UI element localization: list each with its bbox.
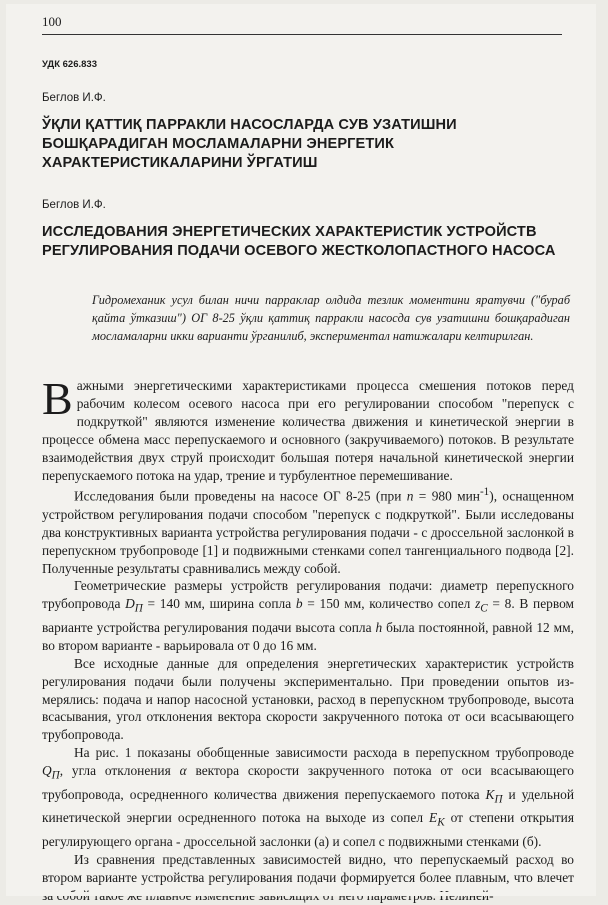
udk-code: УДК 626.833 xyxy=(42,59,97,70)
paragraph-3: Геометрические размеры устройств регулирования подачи: диаметр перепускного трубопровода $D_П = 140$ мм, ширина сопла b = 150 мм, количество сопел $z_C = 8$. В первом варианте устройства регулирования подачи высота сопла h была постоянной, равной 12 мм, во втором варианте - варьировала от 0 до 16 мм. xyxy=(42,578,575,653)
journal-page xyxy=(6,4,596,896)
page-bottom-edge xyxy=(6,892,596,896)
title-uz: ЎҚЛИ ҚАТТИҚ ПАРРАКЛИ НАСОСЛАРДА СУВ УЗАТИШНИ БОШҚАРАДИГАН МОСЛАМАЛАРНИ ЭНЕРГЕТИК ХАРАКТЕРИСТИКАЛАРИНИ ЎРГАТИШ xyxy=(42,117,457,171)
paragraph-1: Важными энергетическими характеристиками процесса смешения потоков перед рабочим колесом осевого насоса при его регулировании способом "перепуск с подкруткой" являются изменение количества движения и кинетической энергии в процессе обмена масс перепускаемого и основного (закручиваемого) потоков. В результате взаимодействия двух струй происходит большая потеря начальной кинетической энергии перепускаемого потока на удар, трение и турбулентное перемешивание. xyxy=(42,373,574,483)
paragraph-4: Все исходные данные для определения энергетических характеристик устройств регулирования подачи были получены экспериментально. При проведении опытов измерялись: подача и напор насосной установки, расход в перепускном трубопроводе, высота всасывания, угол отклонения вектора скорости закрученного потока от оси всасывающего трубопровода. xyxy=(42,655,574,743)
article-body xyxy=(42,373,575,905)
header-rule xyxy=(42,34,562,35)
paragraph-5: На рис. 1 показаны обобщенные зависимости расхода в перепускном трубопроводе $Q_П$, угла отклонения α вектора скорости закрученного потока от оси всасывающего трубопровода, осредненного количества движения перепускаемого потока $K_П$ и удельной кинетической энергии осредненного потока на выходе из сопел $E_K$ от степени открытия регулирующего органа - дроссельной заслонки (а) и сопел с подвижными стенками (б). xyxy=(42,745,574,849)
paragraph-6: Из сравнения представленных зависимостей видно, что перепускаемый расход во втором варианте устройства регулирования подачи формируется более плавным, что влечет xyxy=(42,851,574,885)
page-number: 100 xyxy=(42,14,62,29)
author-uz: Беглов И.Ф. xyxy=(42,92,106,104)
abstract: Гидромеханик усул билан ничи парраклар олдида тезлик моментини яратувчи ("бураб қайта ўтказиш") ОГ 8-25 ўқли қаттиқ парракли насосда сув узатишни бошқарадиган мосламаларни икки варианти ўрганилиб, экспериментал натижалари келтирилган. xyxy=(92,293,570,343)
author-ru: Беглов И.Ф. xyxy=(42,199,106,211)
title-ru: ИССЛЕДОВАНИЯ ЭНЕРГЕТИЧЕСКИХ ХАРАКТЕРИСТИК УСТРОЙСТВ РЕГУЛИРОВАНИЯ ПОДАЧИ ОСЕВОГО ЖЕСТКОЛОПАСТНОГО НАСОСА xyxy=(42,224,556,259)
drop-cap: В xyxy=(42,373,73,424)
paragraph-2: Исследования были проведены на насосе ОГ 8-25 (при n = 980 мин$^{-1}$), оснащенном устройством регулирования подачи способом "перепуск с подкруткой". Были исследованы два конструктивных варианта устройства регулирования подачи - с дроссельной заслонкой в перепускном трубопроводе [1] и подвижными стенками сопел тангенциального подвода [2]. Полученные результаты сравнивались между собой. xyxy=(42,486,574,576)
